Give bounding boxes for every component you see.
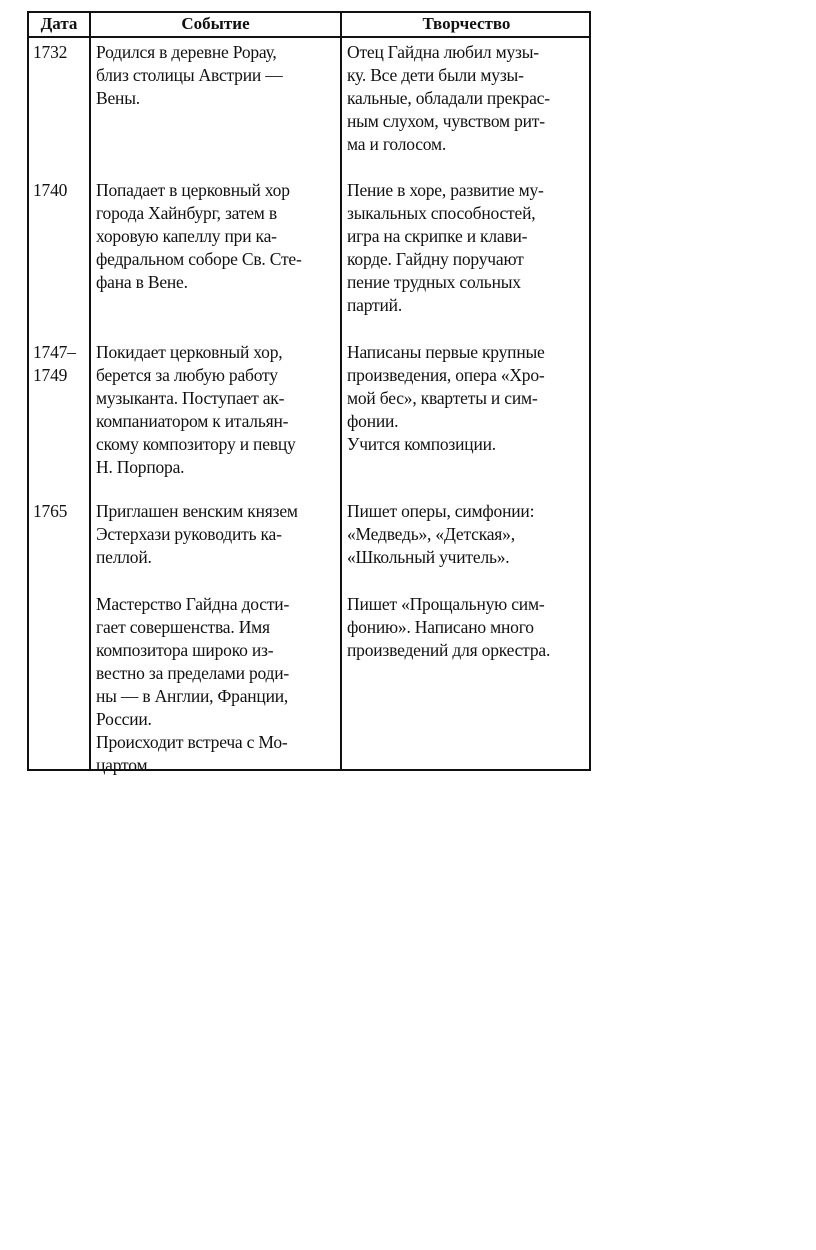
header-divider	[29, 36, 589, 38]
header-work: Творчество	[422, 14, 511, 33]
row-3-event: Покидает церковный хор, берется за любую работу музыканта. Поступает ак- компаниатором к итальян- скому композитору и певцу Н. Порпора.	[96, 342, 296, 477]
row-2-work: Пение в хоре, развитие му- зыкальных способностей, игра на скрипке и клави- корде. Гайдну поручают пение трудных сольных партий.	[347, 180, 544, 315]
row-1-date: 1732	[33, 42, 68, 62]
header-event: Событие	[181, 14, 250, 33]
header-date: Дата	[40, 14, 78, 33]
row-1-work: Отец Гайдна любил музы- ку. Все дети были музы- кальные, обладали прекрас- ным слухом, чувством рит- ма и голосом.	[347, 42, 550, 154]
row-3-work: Написаны первые крупные произведения, опера «Хро- мой бес», квартеты и сим- фонии. Учится композиции.	[347, 342, 545, 454]
row-4-date: 1765	[33, 501, 68, 521]
row-2-date: 1740	[33, 180, 68, 200]
row-2-event: Попадает в церковный хор города Хайнбург, затем в хоровую капеллу при ка- федральном соборе Св. Сте- фана в Вене.	[96, 180, 302, 292]
row-5-work: Пишет «Прощальную сим- фонию». Написано много произведений для оркестра.	[347, 594, 551, 660]
row-4-work: Пишет оперы, симфонии: «Медведь», «Детская», «Школьный учитель».	[347, 501, 535, 567]
row-5-event: Мастерство Гайдна дости- гает совершенства. Имя композитора широко из- вестно за пределами роди- ны — в Англии, Франции, России. Происходит встреча с Мо- цартом.	[96, 594, 290, 775]
haydn-chronology-table	[27, 11, 591, 775]
row-1-event: Родился в деревне Рорау, близ столицы Австрии — Вены.	[96, 42, 283, 108]
row-4-event: Приглашен венским князем Эстерхази руководить ка- пеллой.	[96, 501, 298, 567]
column-divider-date-event	[89, 13, 91, 769]
column-divider-event-work	[340, 13, 342, 769]
row-3-date: 1747– 1749	[33, 342, 76, 385]
